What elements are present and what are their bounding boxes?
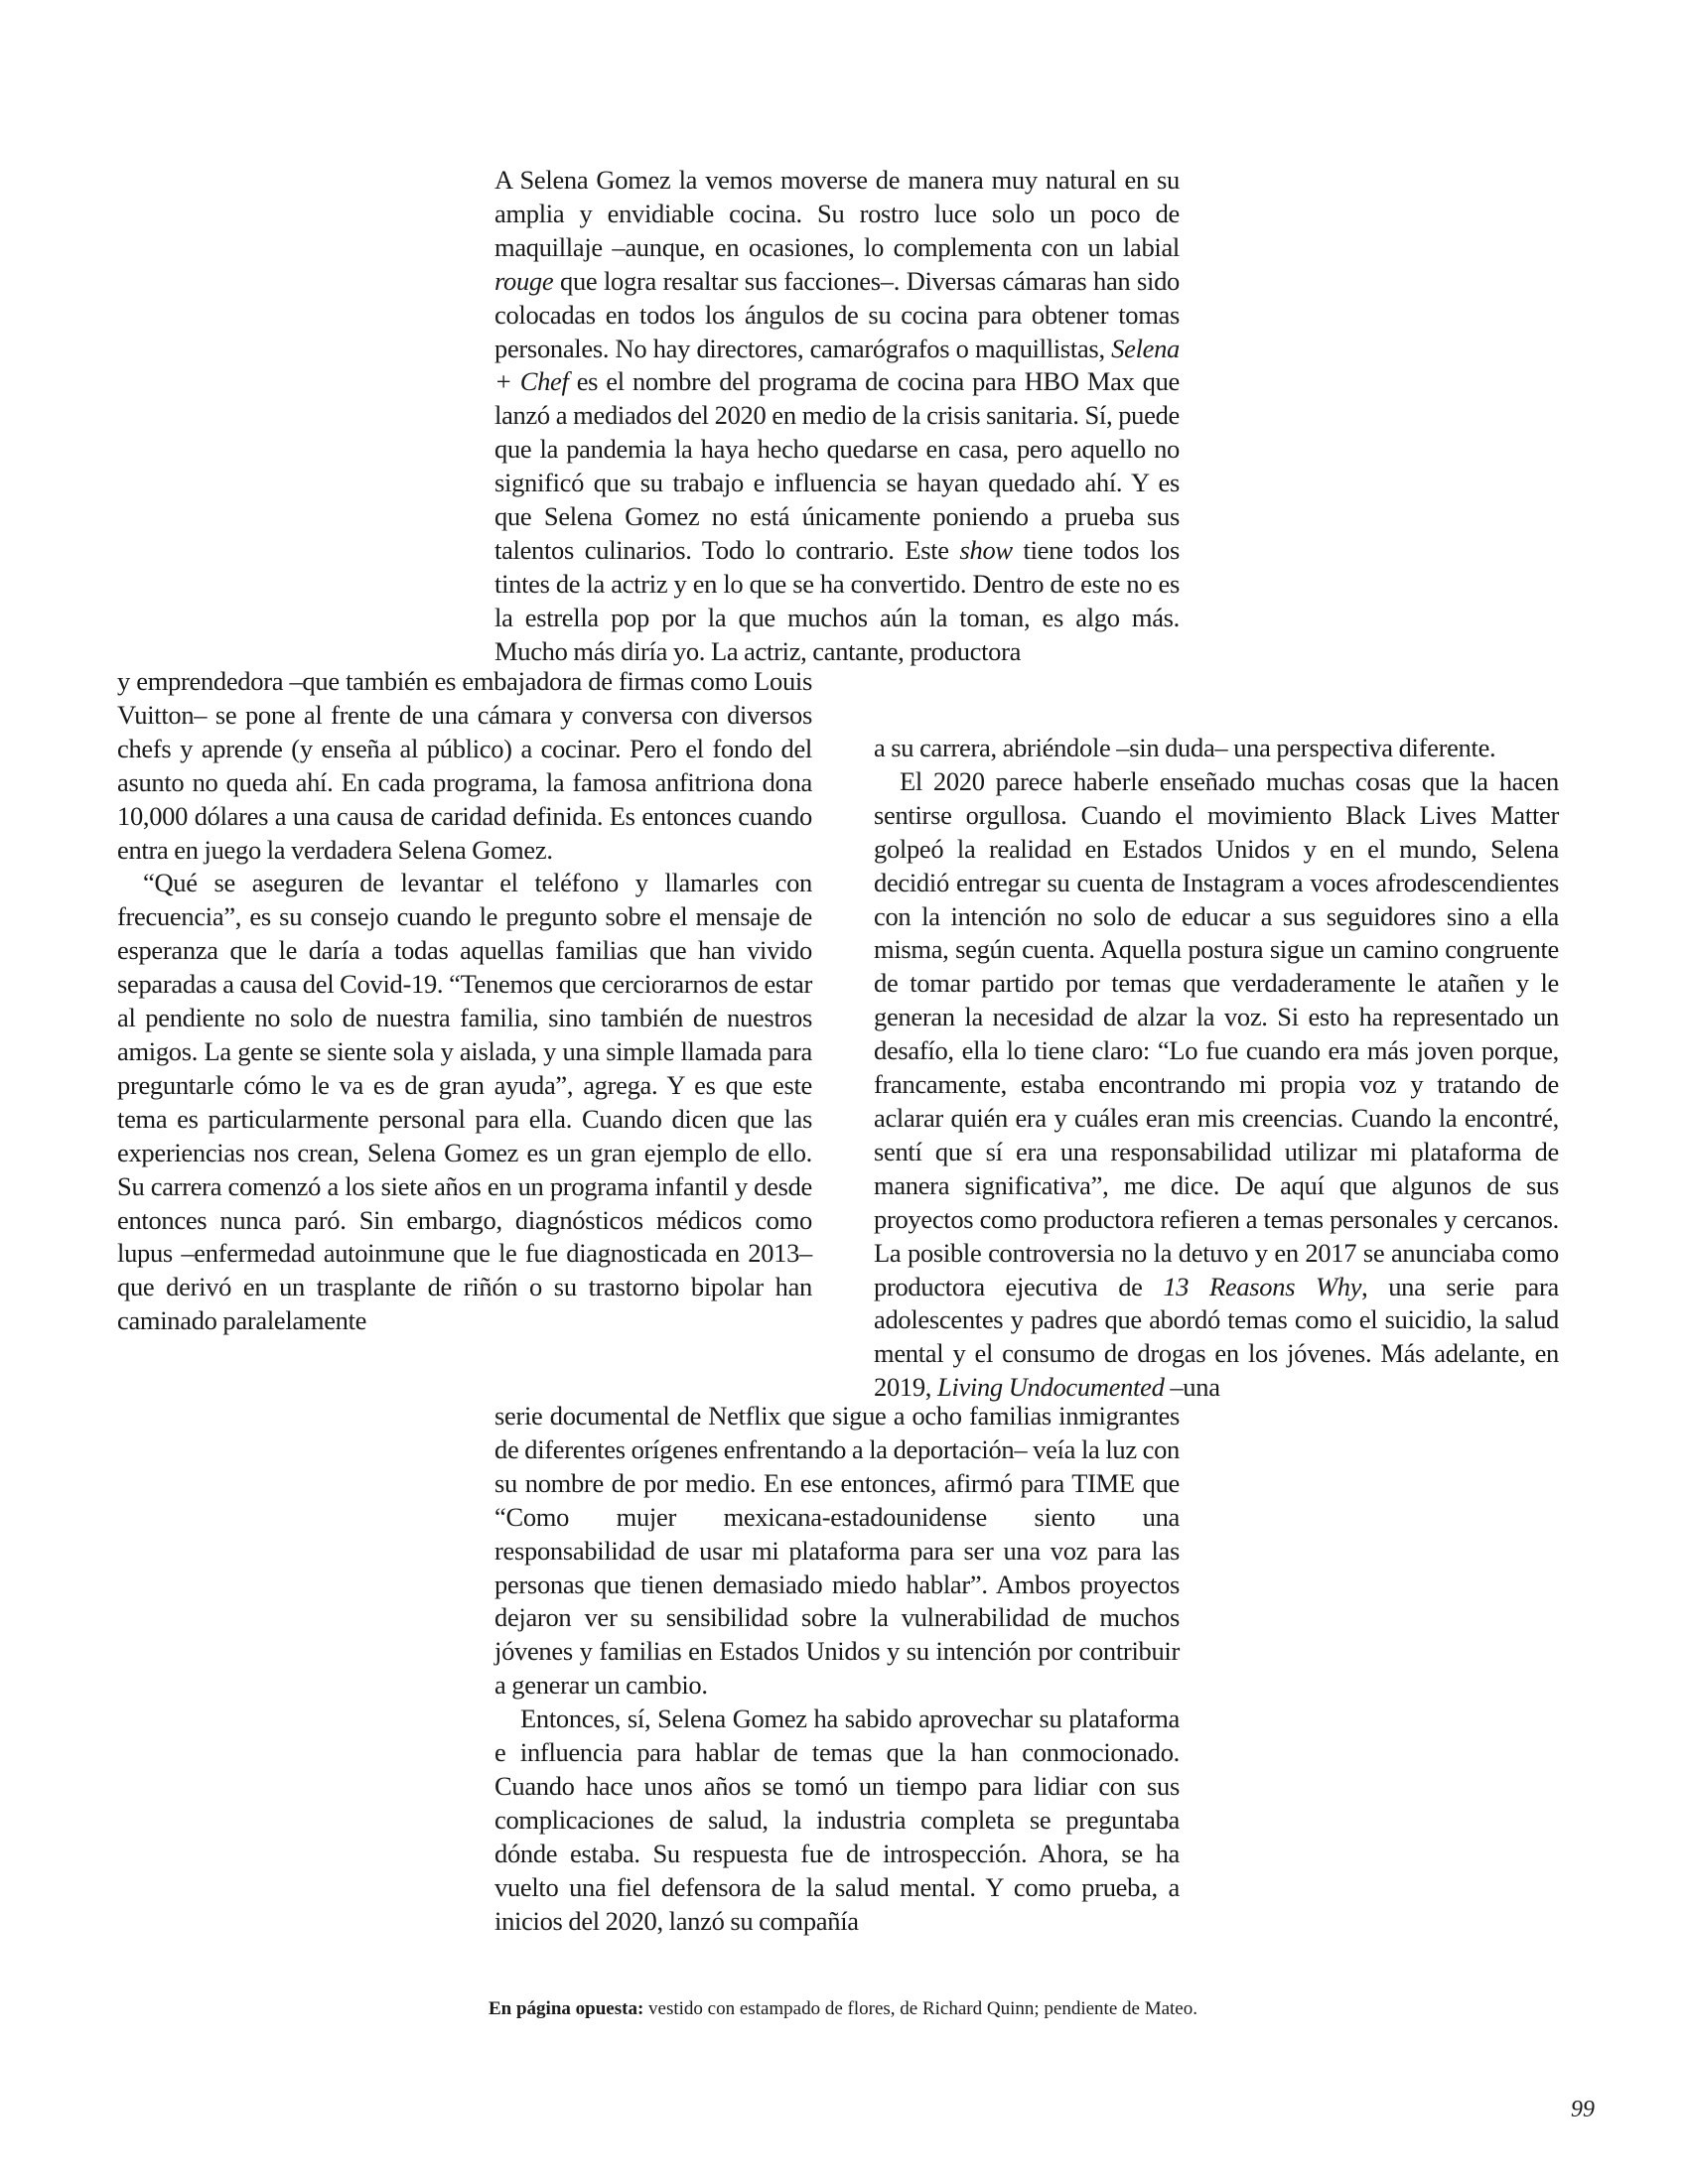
italic-term: rouge [494,265,554,296]
text-run: –una [1164,1372,1220,1403]
text-run: A Selena Gomez la vemos moverse de manera muy natural en su amplia y envidiable cocina. Su rostro luce solo un poco de maquillaje –aunque, en ocasiones, lo complementa con un labial [494,165,1180,262]
series-title: 13 Reasons Why [1163,1271,1362,1301]
caption-text: vestido con estampado de flores, de Richard Quinn; pendiente de Mateo. [643,1998,1197,2019]
photo-caption [0,1997,1686,2021]
text-run: tiene todos los tintes de la actriz y en lo que se ha convertido. Dentro de este no es la estrella pop por la que muchos aún la toman, es algo más. Mucho más diría yo. La actriz, cantante, productora [494,534,1180,666]
text-run: , una serie para adolescentes y padres que abordó temas como el suicidio, la salud mental y el consumo de drogas en los jóvenes. Más adelante, en 2019, [874,1271,1559,1403]
paragraph-activism-continued: serie documental de Netflix que sigue a ocho familias inmigrantes de diferentes orígenes enfrentando a la deportación– veía la luz con su nombre de por medio. En ese entonces, afirmó para TIME que “Como mujer mexicana-estadounidense siento una responsabilidad de usar mi plataforma para ser una voz para las personas que tienen demasiado miedo hablar”. Ambos proyectos dejaron ver su sensibilidad sobre la vulnerabilidad de muchos jóvenes y familias en Estados Unidos y su intención por contribuir a generar un cambio. [494,1401,1180,1701]
series-title: Living Undocumented [936,1372,1165,1403]
paragraph-intro [494,164,1180,669]
paragraph-quote: “Qué se aseguren de levantar el teléfono y llamarles con frecuencia”, es su consejo cuando le pregunto sobre el mensaje de esperanza que le daría a todas aquellas familias que han vivido separadas a causa del Covid-19. “Tenemos que cerciorarnos de estar al pendiente no solo de nuestra familia, sino también de nuestros amigos. La gente se siente sola y aislada, y una simple llamada para preguntarle cómo le va es de gran ayuda”, agrega. Y es que este tema es particularmente personal para ella. Cuando dicen que las experiencias nos crean, Selena Gomez es un gran ejemplo de ello. Su carrera comenzó a los siete años en un programa infantil y desde entonces nunca paró. Sin embargo, diagnósticos médicos como lupus –enfermedad autoinmune que le fue diagnosticada en 2013– que derivó en un trasplante de riñón o su trastorno bipolar han caminado paralelamente [117,868,812,1336]
text-run: El 2020 parece haberle enseñado muchas cosas que la hacen sentirse orgullosa. Cuando el movimiento Black Lives Matter golpeó la realidad en Estados Unidos y en el mundo, Selena decidió entregar su cuenta de Instagram a voces afrodescendientes con la intención no solo de educar a sus seguidores sino a ella misma, según cuenta. Aquella postura sigue un camino congruente de tomar partido por temas que verdaderamente le atañen y le generan la necesidad de alzar la voz. Si esto ha representado un desafío, ella lo tiene claro: “Lo fue cuando era más joven porque, francamente, estaba encontrando mi propia voz y tratando de aclarar quién era y cuáles eran mis creencias. Cuando la encontré, sentí que sí era una responsabilidad utilizar mi plataforma de manera significativa”, me dice. De aquí que algunos de sus proyectos como productora refieren a temas personales y cercanos. La posible controversia no la detuvo y en 2017 se anunciaba como productora ejecutiva de [874,765,1559,1301]
paragraph-intro-continued: y emprendedora –que también es embajadora de firmas como Louis Vuitton– se pone al frente de una cámara y conversa con diversos chefs y aprende (y enseña al público) a cocinar. Pero el fondo del asunto no queda ahí. En cada programa, la famosa anfitriona dona 10,000 dólares a una causa de caridad definida. Es entonces cuando entra en juego la verdadera Selena Gomez. [117,666,812,865]
article-column-left [117,665,812,1338]
article-column-bottom [494,1400,1180,1939]
text-run: que logra resaltar sus facciones–. Diversas cámaras han sido colocadas en todos los ángulos de su cocina para obtener tomas personales. No hay directores, camarógrafos o maquillistas, [494,265,1180,363]
article-column-top [494,164,1180,669]
paragraph-closing: Entonces, sí, Selena Gomez ha sabido aprovechar su plataforma e influencia para hablar de temas que la han conmocionado. Cuando hace unos años se tomó un tiempo para lidiar con sus complicaciones de salud, la industria completa se preguntaba dónde estaba. Su respuesta fue de introspección. Ahora, se ha vuelto una fiel defensora de la salud mental. Y como prueba, a inicios del 2020, lanzó su compañía [494,1704,1180,1936]
paragraph-activism [874,765,1559,1405]
paragraph-quote-continued: a su carrera, abriéndole –sin duda– una perspectiva diferente. [874,733,1496,762]
text-run: es el nombre del programa de cocina para HBO Max que lanzó a mediados del 2020 en medio de la crisis sanitaria. Sí, puede que la pandemia la haya hecho quedarse en casa, pero aquello no significó que su trabajo e influencia se hayan quedado ahí. Y es que Selena Gomez no está únicamente poniendo a prueba sus talentos culinarios. Todo lo contrario. Este [494,366,1180,565]
article-column-right [874,732,1559,1405]
caption-label: En página opuesta: [489,1998,644,2019]
italic-term: show [959,534,1013,565]
show-title: Selena + Chef [494,333,1180,397]
page-number: 99 [1571,2097,1595,2122]
